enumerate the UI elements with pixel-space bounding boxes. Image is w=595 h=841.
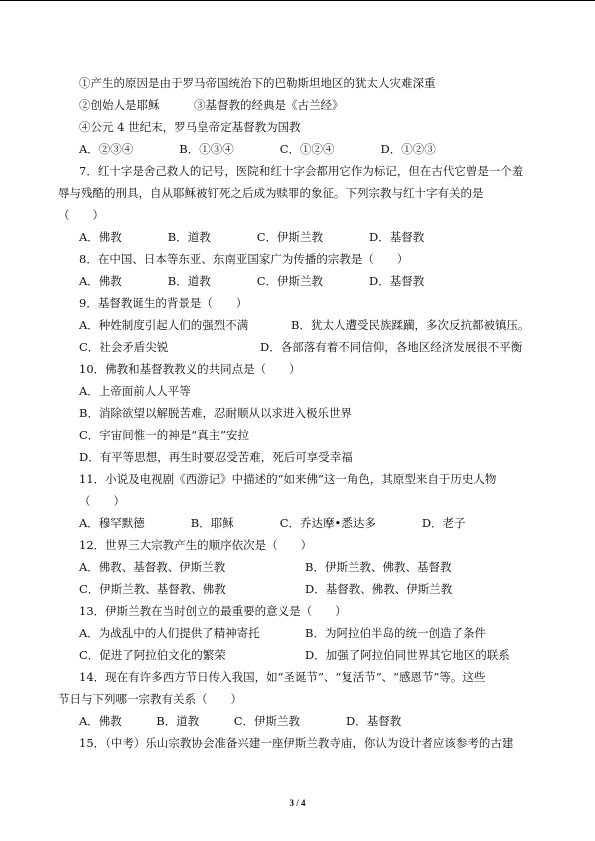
page-number: 3 / 4: [289, 798, 306, 808]
option-c: C．社会矛盾尖锐: [79, 340, 169, 354]
page-top-border: [0, 0, 595, 1]
statement-1: ①产生的原因是由于罗马帝国统治下的巴勒斯坦地区的犹太人灾难深重: [79, 76, 436, 90]
option-c: C．伊斯兰教、基督教、佛教: [79, 582, 226, 596]
question-9-options-row-1: [58, 314, 538, 336]
option-d: D．有平等思想，再生时要忍受苦难，死后可享受幸福: [79, 450, 353, 464]
question-11-text: 11．小说及电视剧《西游记》中描述的“如来佛”这一角色，其原型来自于历史人物: [79, 472, 497, 486]
document-body: [58, 72, 538, 754]
question-14-options: A．佛教 B．道教 C．伊斯兰教 D．基督教: [79, 714, 402, 728]
option-c: C．宇宙间惟一的神是“真主”安拉: [79, 428, 250, 442]
question-7-text-line-2: 辱与残酷的刑具，自从耶稣被钉死之后成为赎罪的象征。下列宗教与红十字有关的是: [58, 186, 484, 200]
question-13-text: 13．伊斯兰教在当时创立的最重要的意义是（ ）: [79, 604, 347, 618]
option-d: D．加强了阿拉伯同世界其它地区的联系: [305, 648, 510, 662]
option-b: B．消除欲望以解脱苦难，忍耐顺从以求进入极乐世界: [79, 406, 352, 420]
option-a: A．上帝面前人人平等: [79, 384, 191, 398]
question-9-options-row-2: [58, 336, 538, 358]
question-11-options: A．穆罕默德 B．耶稣 C．乔达摩•悉达多 D．老子: [79, 516, 466, 530]
question-7-text-line-1: 7．红十字是舍己救人的记号，医院和红十字会都用它作为标记，但在古代它曾是一个羞: [79, 164, 524, 178]
question-14-text-line-2: 节日与下列哪一宗教有关系（ ）: [58, 692, 242, 706]
option-b: B．伊斯兰教、佛教、基督教: [305, 560, 452, 574]
option-a: A．佛教、基督教、伊斯兰教: [79, 560, 226, 574]
option-b: B．为阿拉伯半岛的统一创造了条件: [305, 626, 486, 640]
question-12-options-row-2: [58, 578, 538, 600]
option-d: D．基督教、佛教、伊斯兰教: [305, 582, 453, 596]
option-c: C．促进了阿拉伯文化的繁荣: [79, 648, 226, 662]
question-6-options: A．②③④ B．①③④ C．①②④ D．①②③: [79, 142, 436, 156]
question-7-options: A．佛教 B．道教 C．伊斯兰教 D．基督教: [79, 230, 425, 244]
option-a: A．种姓制度引起人们的强烈不满: [79, 318, 249, 332]
question-8-options: A．佛教 B．道教 C．伊斯兰教 D．基督教: [79, 274, 425, 288]
option-a: A．为战乱中的人们提供了精神寄托: [79, 626, 260, 640]
option-d: D．各部落有着不同信仰，各地区经济发展很不平衡: [260, 340, 523, 354]
question-15-text: 15．（中考）乐山宗教协会准备兴建一座伊斯兰教寺庙，你认为设计者应该参考的古建: [79, 736, 514, 750]
question-13-options-row-2: [58, 644, 538, 666]
option-b: B．犹太人遭受民族蹂躏，多次反抗都被镇压。: [291, 318, 530, 332]
statement-2-3: ②创始人是耶稣 ③基督教的经典是《古兰经》: [79, 98, 344, 112]
question-8-text: 8．在中国、日本等东亚、东南亚国家广为传播的宗教是（ ）: [79, 252, 409, 266]
question-11-answer-blank: （ ）: [79, 494, 125, 508]
question-9-text: 9．基督教诞生的背景是（ ）: [79, 296, 248, 310]
statement-4: ④公元 4 世纪末，罗马皇帝定基督教为国教: [79, 120, 301, 134]
question-7-answer-blank: （ ）: [58, 208, 104, 222]
question-13-options-row-1: [58, 622, 538, 644]
question-12-text: 12．世界三大宗教产生的顺序依次是（ ）: [79, 538, 313, 552]
question-10-text: 10．佛教和基督教教义的共同点是（ ）: [79, 362, 301, 376]
question-12-options-row-1: [58, 556, 538, 578]
question-14-text-line-1: 14．现在有许多西方节日传入我国，如“圣诞节”、“复活节”、“感恩节”等。这些: [79, 670, 486, 684]
